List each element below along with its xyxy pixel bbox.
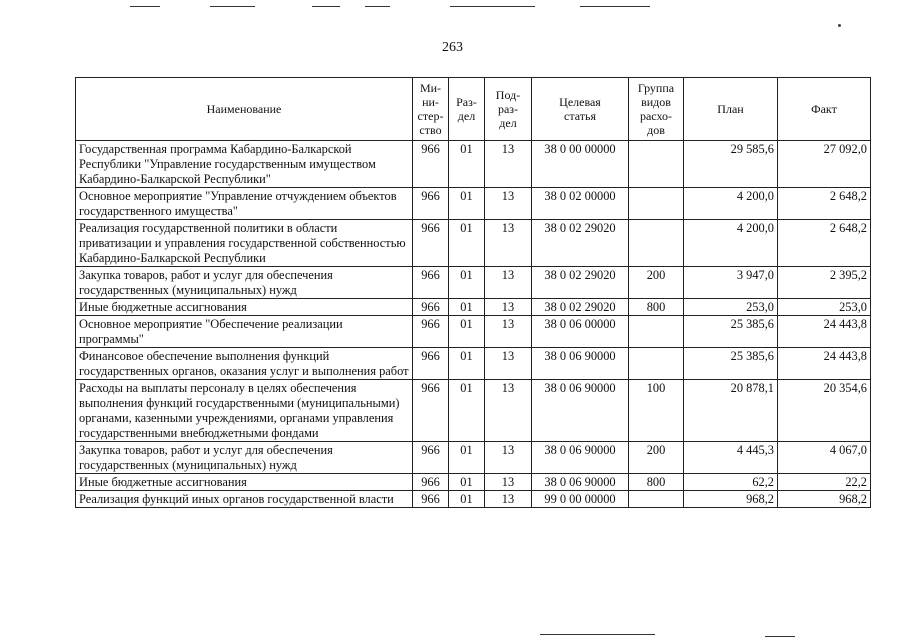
cell-name: Иные бюджетные ассигнования (76, 474, 413, 491)
cell-ministry: 966 (413, 380, 449, 442)
cell-subsection: 13 (485, 442, 532, 474)
cell-plan: 4 200,0 (684, 220, 778, 267)
cell-group (629, 491, 684, 508)
page-number: 263 (442, 40, 463, 55)
cell-fact: 2 648,2 (778, 220, 871, 267)
header-section: Раз- дел (449, 78, 485, 141)
table-row (76, 491, 871, 508)
cell-ministry: 966 (413, 188, 449, 220)
cell-target: 38 0 02 00000 (532, 188, 629, 220)
table-row (76, 348, 871, 380)
cell-group: 800 (629, 299, 684, 316)
cell-fact: 24 443,8 (778, 348, 871, 380)
header-fact: Факт (778, 78, 871, 141)
cell-group: 200 (629, 267, 684, 299)
cell-subsection: 13 (485, 316, 532, 348)
cell-subsection: 13 (485, 348, 532, 380)
cell-subsection: 13 (485, 220, 532, 267)
cell-ministry: 966 (413, 220, 449, 267)
table-header-row (76, 78, 871, 141)
top-scan-marks (0, 6, 905, 12)
cell-section: 01 (449, 299, 485, 316)
table-row (76, 188, 871, 220)
cell-group (629, 316, 684, 348)
cell-fact: 20 354,6 (778, 380, 871, 442)
cell-name: Закупка товаров, работ и услуг для обеспечения государственных (муниципальных) нужд (76, 267, 413, 299)
cell-section: 01 (449, 141, 485, 188)
cell-group: 200 (629, 442, 684, 474)
cell-section: 01 (449, 220, 485, 267)
cell-section: 01 (449, 474, 485, 491)
cell-ministry: 966 (413, 267, 449, 299)
cell-target: 38 0 02 29020 (532, 299, 629, 316)
header-subsection: Под- раз- дел (485, 78, 532, 141)
header-group: Группа видов расхо- дов (629, 78, 684, 141)
header-ministry: Ми- ни- стер- ство (413, 78, 449, 141)
cell-fact: 968,2 (778, 491, 871, 508)
cell-plan: 968,2 (684, 491, 778, 508)
table-row (76, 474, 871, 491)
cell-section: 01 (449, 188, 485, 220)
cell-fact: 253,0 (778, 299, 871, 316)
cell-target: 38 0 06 00000 (532, 316, 629, 348)
header-name: Наименование (76, 78, 413, 141)
cell-section: 01 (449, 380, 485, 442)
cell-fact: 22,2 (778, 474, 871, 491)
cell-subsection: 13 (485, 474, 532, 491)
cell-section: 01 (449, 316, 485, 348)
cell-group (629, 220, 684, 267)
cell-plan: 3 947,0 (684, 267, 778, 299)
cell-group (629, 141, 684, 188)
cell-plan: 20 878,1 (684, 380, 778, 442)
cell-plan: 62,2 (684, 474, 778, 491)
header-plan: План (684, 78, 778, 141)
cell-target: 38 0 06 90000 (532, 380, 629, 442)
scan-speck (838, 24, 841, 27)
cell-name: Финансовое обеспечение выполнения функций государственных органов, оказания услуг и выполнения работ (76, 348, 413, 380)
cell-group: 800 (629, 474, 684, 491)
cell-section: 01 (449, 442, 485, 474)
cell-fact: 24 443,8 (778, 316, 871, 348)
cell-fact: 2 395,2 (778, 267, 871, 299)
cell-ministry: 966 (413, 299, 449, 316)
cell-name: Основное мероприятие "Обеспечение реализации программы" (76, 316, 413, 348)
cell-group: 100 (629, 380, 684, 442)
cell-name: Закупка товаров, работ и услуг для обеспечения государственных (муниципальных) нужд (76, 442, 413, 474)
cell-ministry: 966 (413, 141, 449, 188)
budget-table (75, 77, 871, 508)
cell-target: 38 0 00 00000 (532, 141, 629, 188)
cell-name: Расходы на выплаты персоналу в целях обеспечения выполнения функций государственными (муниципальными) органами, казенными учреждениями, органами управления государственными внебюджетными фондами (76, 380, 413, 442)
cell-target: 38 0 06 90000 (532, 442, 629, 474)
cell-subsection: 13 (485, 188, 532, 220)
cell-plan: 25 385,6 (684, 348, 778, 380)
cell-target: 38 0 06 90000 (532, 474, 629, 491)
cell-section: 01 (449, 267, 485, 299)
cell-plan: 4 445,3 (684, 442, 778, 474)
cell-subsection: 13 (485, 380, 532, 442)
cell-name: Реализация государственной политики в области приватизации и управления государственной собственностью Кабардино-Балкарской Республики (76, 220, 413, 267)
cell-subsection: 13 (485, 141, 532, 188)
header-target: Целевая статья (532, 78, 629, 141)
table-row (76, 299, 871, 316)
cell-fact: 4 067,0 (778, 442, 871, 474)
table-row (76, 380, 871, 442)
table-row (76, 316, 871, 348)
cell-section: 01 (449, 348, 485, 380)
cell-section: 01 (449, 491, 485, 508)
cell-ministry: 966 (413, 316, 449, 348)
cell-name: Основное мероприятие "Управление отчуждением объектов государственного имущества" (76, 188, 413, 220)
cell-plan: 25 385,6 (684, 316, 778, 348)
cell-plan: 4 200,0 (684, 188, 778, 220)
table-row (76, 442, 871, 474)
cell-ministry: 966 (413, 348, 449, 380)
cell-ministry: 966 (413, 491, 449, 508)
cell-name: Государственная программа Кабардино-Балкарской Республики "Управление государственным имуществом Кабардино-Балкарской Республики" (76, 141, 413, 188)
table-row (76, 267, 871, 299)
cell-target: 38 0 02 29020 (532, 267, 629, 299)
table-row (76, 141, 871, 188)
cell-plan: 253,0 (684, 299, 778, 316)
cell-group (629, 348, 684, 380)
cell-target: 38 0 06 90000 (532, 348, 629, 380)
cell-fact: 2 648,2 (778, 188, 871, 220)
cell-subsection: 13 (485, 267, 532, 299)
cell-name: Иные бюджетные ассигнования (76, 299, 413, 316)
cell-name: Реализация функций иных органов государственной власти (76, 491, 413, 508)
cell-plan: 29 585,6 (684, 141, 778, 188)
cell-ministry: 966 (413, 442, 449, 474)
cell-ministry: 966 (413, 474, 449, 491)
cell-fact: 27 092,0 (778, 141, 871, 188)
table-row (76, 220, 871, 267)
cell-subsection: 13 (485, 299, 532, 316)
cell-group (629, 188, 684, 220)
cell-target: 99 0 00 00000 (532, 491, 629, 508)
cell-target: 38 0 02 29020 (532, 220, 629, 267)
cell-subsection: 13 (485, 491, 532, 508)
